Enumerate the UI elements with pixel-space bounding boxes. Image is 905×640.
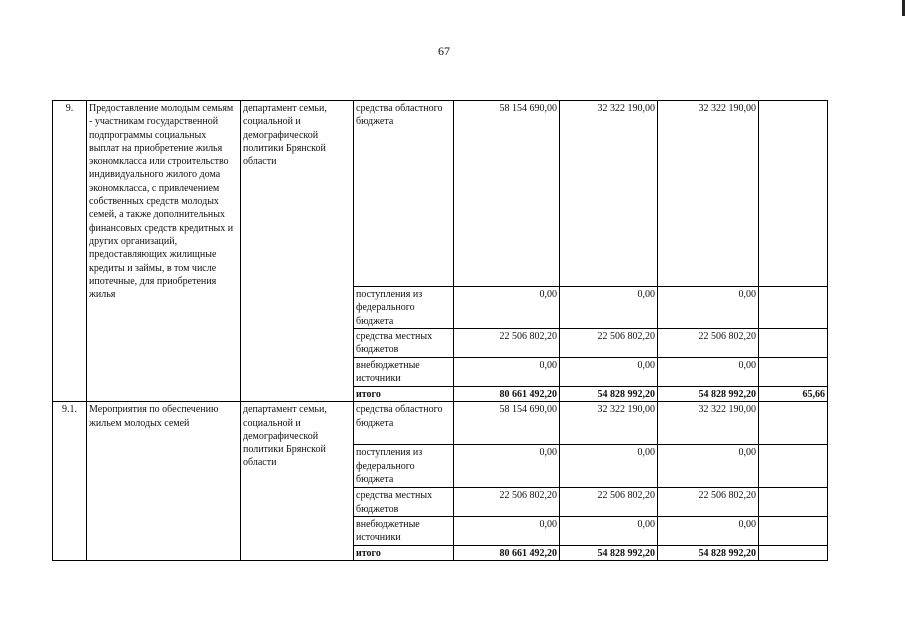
total-amount-cell: 80 661 492,20: [454, 387, 560, 402]
percent-cell: [759, 516, 828, 545]
amount-cell: 22 506 802,20: [454, 488, 560, 517]
percent-cell: [759, 287, 828, 329]
percent-cell: [759, 358, 828, 387]
total-percent-cell: 65,66: [759, 387, 828, 402]
amount-cell: 0,00: [454, 516, 560, 545]
total-amount-cell: 54 828 992,20: [560, 387, 658, 402]
percent-cell: [759, 488, 828, 517]
percent-cell: [759, 329, 828, 358]
amount-cell: 0,00: [560, 516, 658, 545]
amount-cell: 58 154 690,00: [454, 402, 560, 445]
source-label-total: итого: [354, 545, 454, 560]
amount-cell: 22 506 802,20: [658, 488, 759, 517]
source-label: поступления из федерального бюджета: [354, 287, 454, 329]
item-executor: департамент семьи, социальной и демографической политики Брянской области: [241, 101, 354, 402]
page-number: 67: [438, 44, 450, 58]
amount-cell: 0,00: [560, 445, 658, 488]
source-label: внебюджетные источники: [354, 358, 454, 387]
amount-cell: 32 322 190,00: [560, 402, 658, 445]
amount-cell: 0,00: [454, 287, 560, 329]
amount-cell: 0,00: [454, 445, 560, 488]
amount-cell: 0,00: [454, 358, 560, 387]
amount-cell: 0,00: [658, 516, 759, 545]
source-label-total: итого: [354, 387, 454, 402]
amount-cell: 22 506 802,20: [658, 329, 759, 358]
total-amount-cell: 80 661 492,20: [454, 545, 560, 560]
total-amount-cell: 54 828 992,20: [658, 545, 759, 560]
amount-cell: 22 506 802,20: [454, 329, 560, 358]
amount-cell: 22 506 802,20: [560, 329, 658, 358]
amount-cell: 32 322 190,00: [560, 101, 658, 287]
source-label: внебюджетные источники: [354, 516, 454, 545]
amount-cell: 0,00: [560, 287, 658, 329]
item-number: 9.1.: [53, 402, 87, 561]
amount-cell: 32 322 190,00: [658, 101, 759, 287]
source-label: средства местных бюджетов: [354, 329, 454, 358]
amount-cell: 0,00: [658, 358, 759, 387]
budget-table: [52, 100, 828, 561]
table-row: [53, 402, 828, 445]
percent-cell: [759, 402, 828, 445]
percent-cell: [759, 445, 828, 488]
item-executor: департамент семьи, социальной и демографической политики Брянской области: [241, 402, 354, 561]
total-percent-cell: [759, 545, 828, 560]
source-label: поступления из федерального бюджета: [354, 445, 454, 488]
total-amount-cell: 54 828 992,20: [658, 387, 759, 402]
amount-cell: 0,00: [658, 287, 759, 329]
amount-cell: 0,00: [560, 358, 658, 387]
amount-cell: 58 154 690,00: [454, 101, 560, 287]
amount-cell: 0,00: [658, 445, 759, 488]
amount-cell: 22 506 802,20: [560, 488, 658, 517]
total-amount-cell: 54 828 992,20: [560, 545, 658, 560]
source-label: средства областного бюджета: [354, 402, 454, 445]
item-name: Мероприятия по обеспечению жильем молодых семей: [87, 402, 241, 561]
item-number: 9.: [53, 101, 87, 402]
source-label: средства областного бюджета: [354, 101, 454, 287]
table-row: [53, 101, 828, 287]
item-name: Предоставление молодым семьям - участникам государственной подпрограммы социальных выплат на приобретение жилья экономкласса или строительство индивидуального жилого дома экономкласса, с привлечением собственных средств молодых семей, а также дополнительных финансовых средств кредитных и других организаций, предоставляющих жилищные кредиты и займы, в том числе ипотечные, для приобретения жилья: [87, 101, 241, 402]
percent-cell: [759, 101, 828, 287]
source-label: средства местных бюджетов: [354, 488, 454, 517]
amount-cell: 32 322 190,00: [658, 402, 759, 445]
